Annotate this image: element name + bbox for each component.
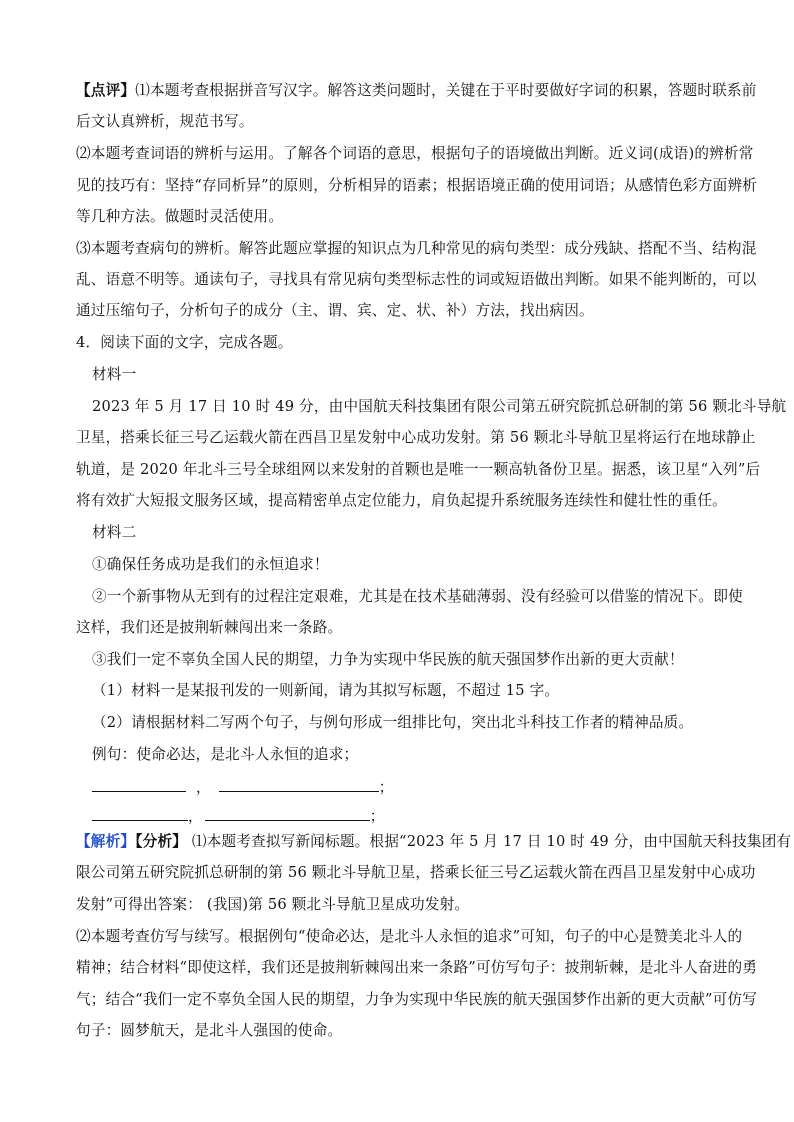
question-intro: 4．阅读下面的文字，完成各题。	[76, 334, 293, 351]
material-1-line-3: 轨道，是 2020 年北斗三号全球组网以来发射的首颗也是唯一一颗高轨备份卫星。据悉，该卫星“入列”后	[76, 461, 761, 478]
comment-line-7: 乱、语意不明等。通读句子，寻找具有常见病句类型标志性的词或短语做出判断。如果不能判断的，可以	[76, 271, 757, 288]
analysis-line-2: 限公司第五研究院抓总研制的第 56 颗北斗导航卫星，搭乘长征三号乙运载火箭在西昌卫星发射中心成功	[76, 864, 756, 881]
material-2-sentence-3: ③我们一定不辜负全国人民的期望，力争为实现中华民族的航天强国梦作出新的更大贡献！	[92, 651, 684, 668]
analysis-line-5: 精神；结合材料“即使这样，我们还是披荆斩棘闯出来一条路”可仿写句子：披荆斩棘，是北斗人奋进的勇	[76, 959, 758, 976]
answer-blank[interactable]	[205, 804, 370, 821]
comment-line-8: 通过压缩句子，分析句子的成分（主、谓、宾、定、状、补）方法，找出病因。	[76, 302, 594, 319]
answer-end-mark: ；	[369, 808, 385, 825]
analysis-tag: 【解析】	[76, 833, 136, 850]
answer-end-mark: ；	[378, 779, 394, 796]
comment-line-5: 等几种方法。做题时灵活使用。	[76, 208, 284, 225]
example-sentence: 例句：使命必达，是北斗人永恒的追求；	[92, 746, 359, 763]
material-2-sentence-1: ①确保任务成功是我们的永恒追求！	[92, 556, 329, 573]
comment-text: ⑴本题考查根据拼音写汉字。解答这类问题时，关键在于平时要做好字词的积累，答题时联系前	[135, 82, 757, 99]
analysis-line-3: 发射”可得出答案： (我国)第 56 颗北斗导航卫星成功发射。	[76, 896, 470, 913]
answer-separator: ，	[188, 808, 203, 825]
material-1-line-2: 卫星，搭乘长征三号乙运载火箭在西昌卫星发射中心成功发射。第 56 颗北斗导航卫星将运行在地球静止	[76, 429, 756, 446]
material-1-title: 材料一	[92, 366, 137, 383]
comment-line-2: 后文认真辨析，规范书写。	[76, 113, 254, 130]
material-1-line-4: 将有效扩大短报文服务区域，提高精密单点定位能力，肩负起提升系统服务连续性和健壮性的重任。	[76, 492, 727, 509]
answer-blank-line-2	[92, 804, 742, 828]
material-2-sentence-2-line-1: ②一个新事物从无到有的过程注定艰难，尤其是在技术基础薄弱、没有经验可以借鉴的情况下。即使	[92, 588, 743, 605]
analysis-line-6: 气；结合“我们一定不辜负全国人民的期望，力争为实现中华民族的航天强国梦作出新的更大贡献”可仿写	[76, 991, 758, 1008]
answer-separator: ，	[196, 779, 211, 796]
comment-tag: 【点评】	[76, 82, 136, 99]
analysis-text: ⑴本题考查拟写新闻标题。根据“2023 年 5 月 17 日 10 时 49 分，由中国航天科技集团有	[187, 833, 792, 850]
sub-question-1: （1）材料一是某报刊发的一则新闻，请为其拟写标题，不超过 15 字。	[92, 682, 560, 699]
comment-line-1	[76, 80, 757, 102]
material-2-title: 材料二	[92, 524, 137, 541]
analysis-line-4: ⑵本题考查仿写与续写。根据例句“使命必达，是北斗人永恒的追求”可知，句子的中心是赞美北斗人的	[76, 928, 743, 945]
answer-blank[interactable]	[92, 775, 186, 792]
comment-line-3: ⑵本题考查词语的辨析与运用。了解各个词语的意思，根据句子的语境做出判断。近义词(成语)的辨析常	[76, 145, 754, 162]
sub-question-2: （2）请根据材料二写两个句子，与例句形成一组排比句，突出北斗科技工作者的精神品质。	[92, 714, 694, 731]
analysis-line-7: 句子：圆梦航天，是北斗人强国的使命。	[76, 1022, 343, 1039]
comment-line-6: ⑶本题考查病句的辨析。解答此题应掌握的知识点为几种常见的病句类型：成分残缺、搭配不当、结构混	[76, 240, 757, 257]
comment-line-4: 见的技巧有：坚持“存同析异”的原则，分析相异的语素；根据语境正确的使用词语；从感情色彩方面辨析	[76, 177, 758, 194]
material-1-line-1: 2023 年 5 月 17 日 10 时 49 分，由中国航天科技集团有限公司第五研究院抓总研制的第 56 颗北斗导航	[92, 398, 787, 415]
answer-blank-line-1	[92, 775, 742, 799]
analysis-sub-tag: 【分析】	[135, 833, 188, 850]
answer-blank[interactable]	[92, 804, 188, 821]
answer-blank[interactable]	[219, 775, 379, 792]
analysis-line-1	[76, 831, 792, 853]
material-2-sentence-2-line-2: 这样，我们还是披荆斩棘闯出来一条路。	[76, 619, 343, 636]
